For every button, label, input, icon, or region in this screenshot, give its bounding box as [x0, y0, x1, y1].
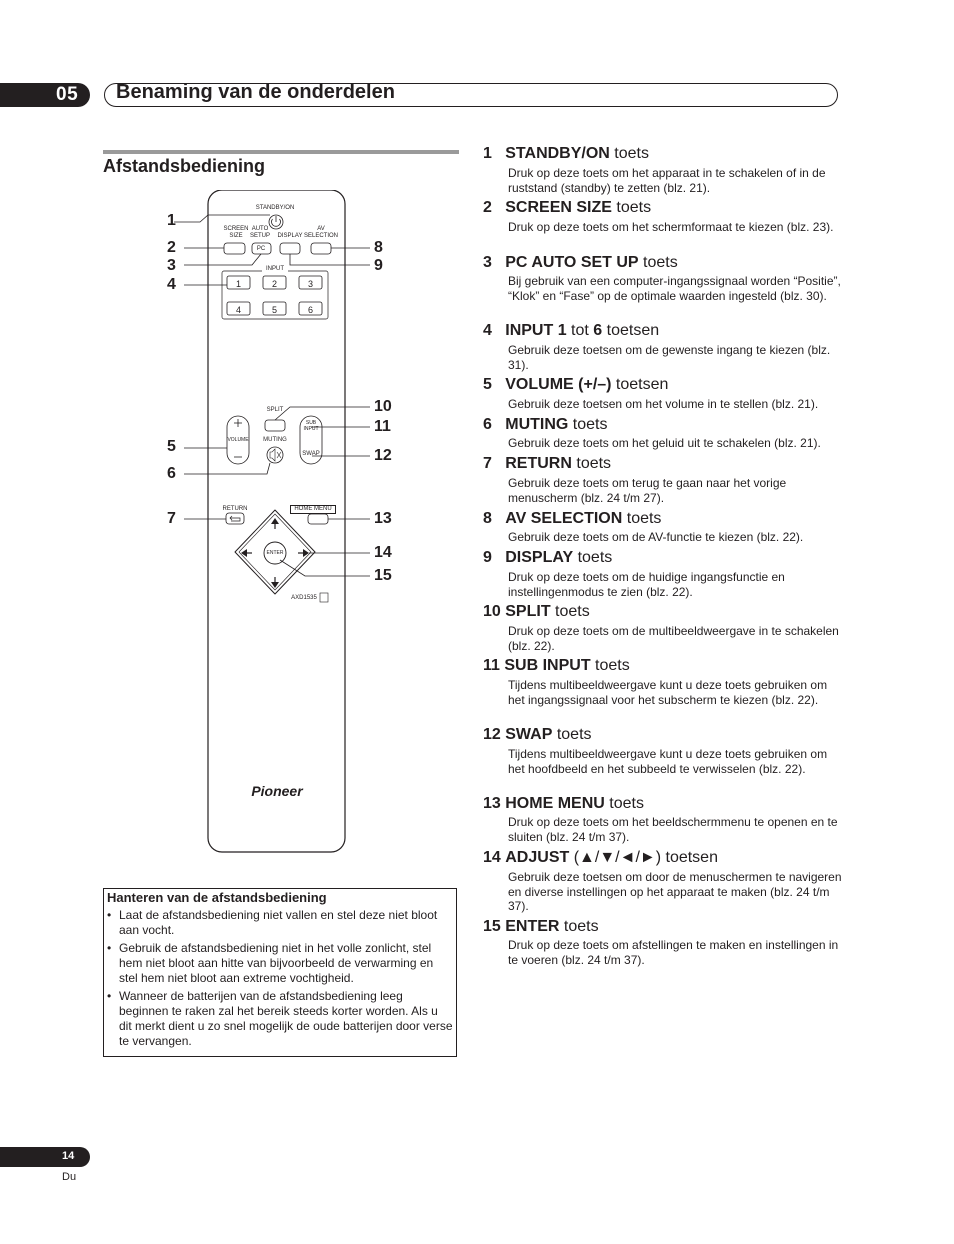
item-desc-14: Gebruik deze toetsen om door de menuschermen te navigeren en diverse instellingen op het apparaat te maken (blz. 24 t/m 37).: [508, 870, 842, 913]
item-heading-5: 5 VOLUME (+/–) toetsen: [483, 376, 669, 393]
item-heading-10: 10 SPLIT toets: [483, 603, 590, 620]
item-desc-8: Gebruik deze toets om de AV-functie te kiezen (blz. 22).: [508, 530, 804, 544]
screen-size-label: SCREEN SIZE: [223, 226, 249, 239]
callout-3: 3: [167, 257, 176, 274]
standby-label: STANDBY/ON: [255, 205, 295, 211]
page-number-badge: [0, 1147, 90, 1167]
item-desc-7: Gebruik deze toets om terug te gaan naar het vorige menuscherm (blz. 24 t/m 27).: [508, 476, 787, 505]
callout-4: 4: [167, 276, 176, 293]
item-desc-4: Gebruik deze toetsen om de gewenste ingang te kiezen (blz. 31).: [508, 343, 831, 372]
model-label: AXD1535: [291, 595, 317, 601]
input-key-4: 4: [235, 305, 241, 315]
input-key-6: 6: [307, 305, 313, 315]
swap-label: SWAP: [302, 451, 320, 457]
callout-1: 1: [167, 212, 176, 229]
chapter-number: 05: [56, 84, 79, 105]
input-key-3: 3: [307, 279, 313, 289]
split-label: SPLIT: [266, 407, 284, 413]
brand-logo: Pioneer: [251, 783, 303, 799]
note-bullet-marker: •: [107, 941, 112, 955]
callout-12: 12: [374, 447, 392, 464]
note-bullet-marker: •: [107, 989, 112, 1003]
handling-note-title: Hanteren van de afstandsbediening: [107, 890, 327, 905]
muting-label: MUTING: [263, 437, 287, 443]
remote-control-illustration: [160, 190, 400, 870]
note-bullet-1: Laat de afstandsbediening niet vallen en stel deze niet bloot aan vocht.: [119, 908, 438, 937]
callout-13: 13: [374, 510, 392, 527]
item-heading-11: 11 SUB INPUT toets: [483, 657, 630, 674]
callout-2: 2: [167, 239, 176, 256]
callout-7: 7: [167, 510, 176, 527]
callout-8: 8: [374, 239, 383, 256]
item-heading-12: 12 SWAP toets: [483, 726, 592, 743]
section-rule: [103, 150, 459, 154]
item-desc-9: Druk op deze toets om de huidige ingangsfunctie en instellingenmodus te zien (blz. 22).: [508, 570, 785, 599]
note-bullet-2: Gebruik de afstandsbediening niet in het volle zonlicht, stel hem niet bloot aan hitte van bijvoorbeeld de verwarming en stel hem niet bloot aan extreme vochtigheid.: [119, 941, 434, 985]
item-heading-4: 4 INPUT 1 tot 6 toetsen: [483, 322, 660, 339]
item-heading-7: 7 RETURN toets: [483, 455, 612, 472]
item-desc-3: Bij gebruik van een computer-ingangssignaal worden “Positie”, “Klok” en “Fase” op de optimale waarden ingesteld (blz. 30).: [508, 274, 841, 303]
item-heading-6: 6 MUTING toets: [483, 416, 608, 433]
item-desc-12: Tijdens multibeeldweergave kunt u deze toets gebruiken om het hoofdbeeld en het subbeeld te verwisselen (blz. 22).: [508, 747, 828, 776]
item-desc-11: Tijdens multibeeldweergave kunt u deze toets gebruiken om het ingangssignaal voor het subscherm te kiezen (blz. 22).: [508, 678, 828, 707]
page-language: Du: [62, 1171, 77, 1183]
item-heading-8: 8 AV SELECTION toets: [483, 510, 662, 527]
sub-input-label: SUB INPUT: [303, 420, 319, 432]
chapter-title: Benaming van de onderdelen: [116, 81, 395, 103]
home-menu-label: HOME MENU: [290, 505, 336, 514]
item-desc-2: Druk op deze toets om het schermformaat te kiezen (blz. 23).: [508, 220, 834, 234]
callout-11: 11: [374, 418, 391, 435]
input-key-1: 1: [235, 279, 241, 289]
callout-15: 15: [374, 567, 392, 584]
note-bullet-3: Wanneer de batterijen van de afstandsbediening leeg beginnen te raken zal het bereik steeds korter worden. Als u dit merkt dient u zo snel mogelijk de oude batterijen door verse te vervangen.: [119, 989, 453, 1048]
display-label: DISPLAY: [277, 233, 303, 239]
item-desc-5: Gebruik deze toetsen om het volume in te stellen (blz. 21).: [508, 397, 819, 411]
return-label: RETURN: [222, 506, 248, 512]
pc-label: PC: [256, 246, 266, 252]
item-heading-3: 3 PC AUTO SET UP toets: [483, 254, 678, 271]
item-heading-2: 2 SCREEN SIZE toets: [483, 199, 652, 216]
callout-9: 9: [374, 257, 383, 274]
av-selection-label: AV SELECTION: [303, 226, 338, 239]
volume-label: VOLUME: [227, 437, 249, 443]
note-bullet-marker: •: [107, 908, 112, 922]
enter-label: ENTER: [266, 550, 284, 556]
item-desc-6: Gebruik deze toets om het geluid uit te schakelen (blz. 21).: [508, 436, 821, 450]
callout-6: 6: [167, 465, 176, 482]
item-heading-13: 13 HOME MENU toets: [483, 795, 644, 812]
section-title: Afstandsbediening: [103, 156, 266, 176]
auto-setup-label: AUTO SETUP: [249, 226, 270, 239]
input-label: INPUT: [262, 266, 288, 273]
item-desc-1: Druk op deze toets om het apparaat in te schakelen of in de ruststand (standby) te zetten (blz. 21).: [508, 166, 826, 195]
callout-5: 5: [167, 438, 176, 455]
callout-10: 10: [374, 398, 392, 415]
item-desc-15: Druk op deze toets om afstellingen te maken en instellingen in te voeren (blz. 24 t/m 37).: [508, 938, 839, 967]
callout-14: 14: [374, 544, 392, 561]
item-heading-14: 14 ADJUST (▲/▼/◄/►) toetsen: [483, 849, 718, 866]
input-key-2: 2: [271, 279, 277, 289]
item-heading-1: 1 STANDBY/ON toets: [483, 145, 649, 162]
input-key-5: 5: [271, 305, 277, 315]
item-heading-9: 9 DISPLAY toets: [483, 549, 613, 566]
item-heading-15: 15 ENTER toets: [483, 918, 599, 935]
page-number: 14: [62, 1150, 75, 1162]
item-desc-13: Druk op deze toets om het beeldschermmenu te openen en te sluiten (blz. 24 t/m 37).: [508, 815, 838, 844]
item-desc-10: Druk op deze toets om de multibeeldweergave in te schakelen (blz. 22).: [508, 624, 839, 653]
